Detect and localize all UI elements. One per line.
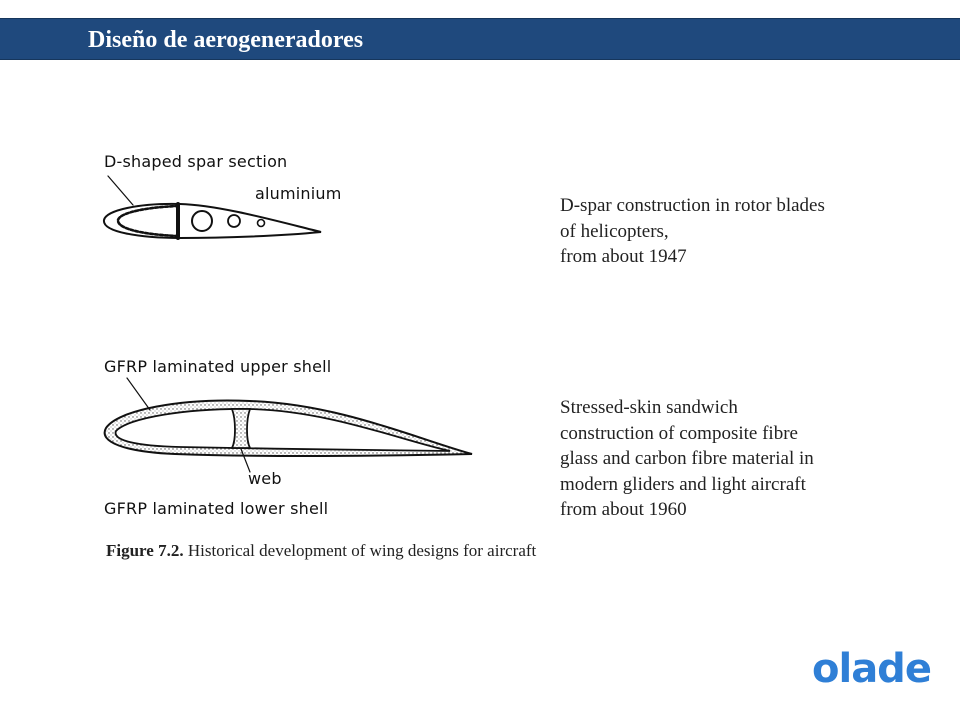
bottom-description (560, 395, 890, 523)
olade-logo: olade (812, 646, 931, 692)
figure-number: Figure 7.2. (106, 541, 184, 560)
bottom-description-line: construction of composite fibre (560, 422, 798, 444)
label-upper-shell: GFRP laminated upper shell (104, 357, 332, 376)
bottom-description-line: modern gliders and light aircraft (560, 473, 806, 495)
bottom-description-line: Stressed-skin sandwich (560, 397, 738, 418)
figure-caption-text: Historical development of wing designs for aircraft (183, 541, 537, 560)
label-d-spar-section: D-shaped spar section (104, 152, 288, 171)
top-description (560, 193, 890, 270)
label-lower-shell: GFRP laminated lower shell (104, 499, 329, 518)
top-description-line: from about 1947 (560, 246, 687, 267)
label-web: web (248, 469, 282, 488)
figure-caption (106, 541, 536, 561)
top-description-line: of helicopters, (560, 220, 669, 242)
bottom-description-line: from about 1960 (560, 499, 687, 520)
top-description-line: D-spar construction in rotor blades (560, 195, 825, 216)
sandwich-airfoil (105, 378, 472, 472)
slide-title: Diseño de aerogeneradores (88, 27, 364, 53)
bottom-description-line: glass and carbon fibre material in (560, 448, 814, 469)
label-aluminium: aluminium (255, 184, 342, 203)
